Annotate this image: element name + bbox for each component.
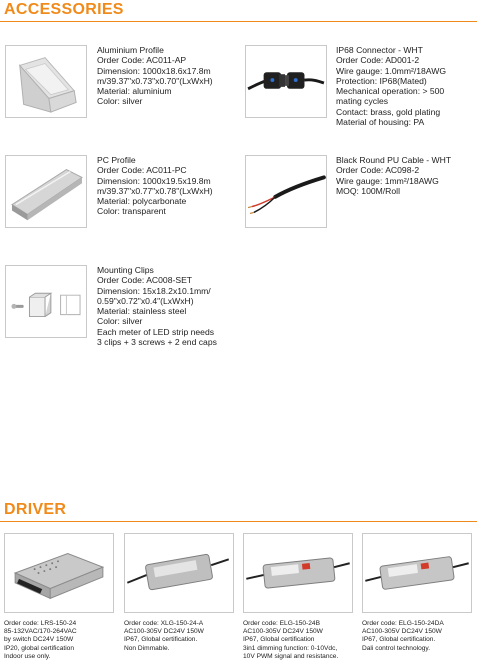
spec-line: Material: aluminium [97, 86, 172, 97]
spec-line: Material of housing: PA [336, 117, 425, 128]
spec-line: Order Code: AC011-PC [97, 165, 187, 176]
spec-line: Wire gauge: 1.0mm²/18AWG [336, 65, 447, 76]
driver-title: DRIVER [4, 501, 67, 518]
spec-line: AC100-305V DC24V 150W [124, 628, 204, 636]
spec-line: Dali control technology. [362, 644, 431, 652]
pc-profile-image [5, 155, 87, 228]
spec-line: Order Code: AC011-AP [97, 55, 187, 66]
spec-line: PC Profile [97, 155, 136, 165]
pu-cable-image [245, 155, 327, 228]
spec-line: AC100-305V DC24V 150W [243, 628, 323, 636]
accessories-title: ACCESSORIES [4, 1, 124, 18]
spec-line: Wire gauge: 1mm²/18AWG [336, 175, 439, 186]
spec-line: Order code: LRS-150-24 [4, 620, 77, 627]
spec-line: IP68 Connector - WHT [336, 45, 423, 55]
spec-line: mating cycles [336, 96, 389, 107]
spec-line: 0.59"x0.72"x0.4"(LxWxH) [97, 295, 194, 306]
aluminium-profile-image [5, 45, 87, 118]
spec-line: Material: polycarbonate [97, 196, 187, 207]
spec-line: 10V PWM signal and resistance. [243, 652, 339, 660]
elg-da-driver-image [362, 533, 472, 613]
spec-line: AC100-305V DC24V 150W [362, 628, 442, 636]
driver-divider [0, 521, 477, 522]
spec-line: Color: silver [97, 316, 143, 327]
spec-line: by switch DC24V 150W [4, 636, 74, 644]
spec-line: Order Code: AC008-SET [97, 275, 193, 286]
spec-line: MOQ: 100M/Roll [336, 185, 400, 196]
accessories-divider [0, 21, 477, 22]
xlg-driver-spec [124, 620, 204, 653]
lrs-driver-image [4, 533, 114, 613]
elg-b-driver-spec [243, 620, 338, 661]
pc-profile-spec [97, 155, 213, 217]
spec-line: IP67, Global certification [243, 636, 315, 644]
ip68-connector-spec [336, 45, 446, 127]
spec-line: Non Dimmable. [124, 644, 170, 652]
spec-line: Order code: XLG-150-24-A [124, 620, 204, 627]
spec-line: Mounting Clips [97, 265, 154, 275]
spec-line: Mechanical operation: > 500 [336, 86, 445, 97]
spec-line: Protection: IP68(Mated) [336, 75, 427, 86]
pu-cable-spec [336, 155, 451, 196]
spec-line: IP67, Global certification. [362, 636, 436, 644]
spec-line: Material: stainless steel [97, 306, 187, 317]
elg-b-driver-image [243, 533, 353, 613]
ip68-connector-image [245, 45, 327, 118]
spec-line: m/39.37"x0.77"x0.78"(LxWxH) [97, 185, 213, 196]
mounting-clips-spec [97, 265, 217, 347]
spec-line: Dimension: 15x18.2x10.1mm/ [97, 285, 211, 296]
xlg-driver-image [124, 533, 234, 613]
spec-line: IP67, Global certification. [124, 636, 198, 644]
aluminium-profile-spec [97, 45, 213, 107]
spec-line: 3in1 dimming function: 0-10Vdc, [243, 644, 338, 652]
spec-line: Color: transparent [97, 206, 166, 217]
spec-line: Dimension: 1000x18.6x17.8m [97, 65, 211, 76]
spec-line: Order Code: AD001-2 [336, 55, 420, 66]
spec-line: Each meter of LED strip needs [97, 326, 215, 337]
spec-line: Color: silver [97, 96, 143, 107]
spec-line: Order Code: AC098-2 [336, 165, 420, 176]
spec-line: Contact: brass, gold plating [336, 106, 441, 117]
spec-line: Order code: ELG-150-24B [243, 620, 320, 627]
spec-line: 3 clips + 3 screws + 2 end caps [97, 337, 217, 348]
mounting-clips-image [5, 265, 87, 338]
spec-line: Order code: ELG-150-24DA [362, 620, 444, 627]
spec-line: m/39.37"x0.73"x0.70"(LxWxH) [97, 75, 213, 86]
elg-da-driver-spec [362, 620, 444, 653]
spec-line: 85-132VAC/170-264VAC [4, 628, 77, 636]
spec-line: Aluminium Profile [97, 45, 164, 55]
spec-line: Black Round PU Cable - WHT [336, 155, 452, 165]
spec-line: Indoor use only. [4, 652, 51, 660]
spec-line: IP20, global certification [4, 644, 75, 652]
spec-line: Dimension: 1000x19.5x19.8m [97, 175, 211, 186]
lrs-driver-spec [4, 620, 77, 661]
